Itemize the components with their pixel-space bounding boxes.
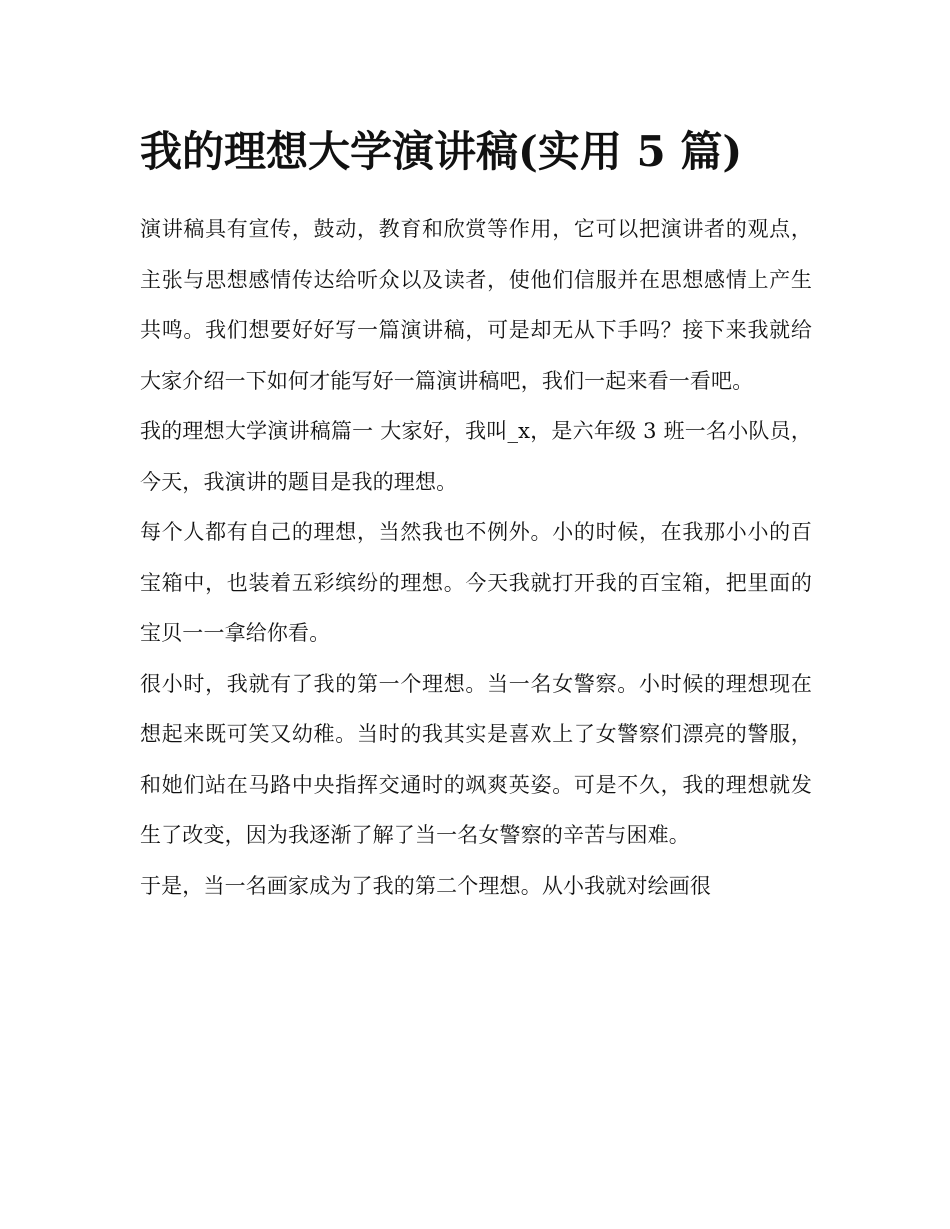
paragraph-second-dream: 于是，当一名画家成为了我的第二个理想。从小我就对绘画很: [140, 873, 712, 898]
document-page: [140, 112, 812, 911]
paragraph-intro: 演讲稿具有宣传，鼓动，教育和欣赏等作用，它可以把演讲者的观点，主张与思想感情传达给听众以及读者，使他们信服并在思想感情上产生共鸣。我们想要好好写一篇演讲稿，可是却无从下手吗？接下来我就给大家介绍一下如何才能写好一篇演讲稿吧，我们一起来看一看吧。: [140, 217, 812, 393]
paragraph-treasure-box: 每个人都有自己的理想，当然我也不例外。小的时候，在我那小小的百宝箱中，也装着五彩缤纷的理想。今天我就打开我的百宝箱，把里面的宝贝一一拿给你看。: [140, 520, 812, 645]
document-title: 我的理想大学演讲稿(实用 5 篇): [140, 127, 743, 176]
paragraph-speech-opening: 我的理想大学演讲稿篇一 大家好，我叫_x，是六年级 3 班一名小队员，今天，我演讲的题目是我的理想。: [140, 419, 812, 494]
paragraph-first-dream: 很小时，我就有了我的第一个理想。当一名女警察。小时候的理想现在想起来既可笑又幼稚。当时的我其实是喜欢上了女警察们漂亮的警服，和她们站在马路中央指挥交通时的飒爽英姿。可是不久，我的理想就发生了改变，因为我逐渐了解了当一名女警察的辛苦与困难。: [140, 671, 812, 847]
